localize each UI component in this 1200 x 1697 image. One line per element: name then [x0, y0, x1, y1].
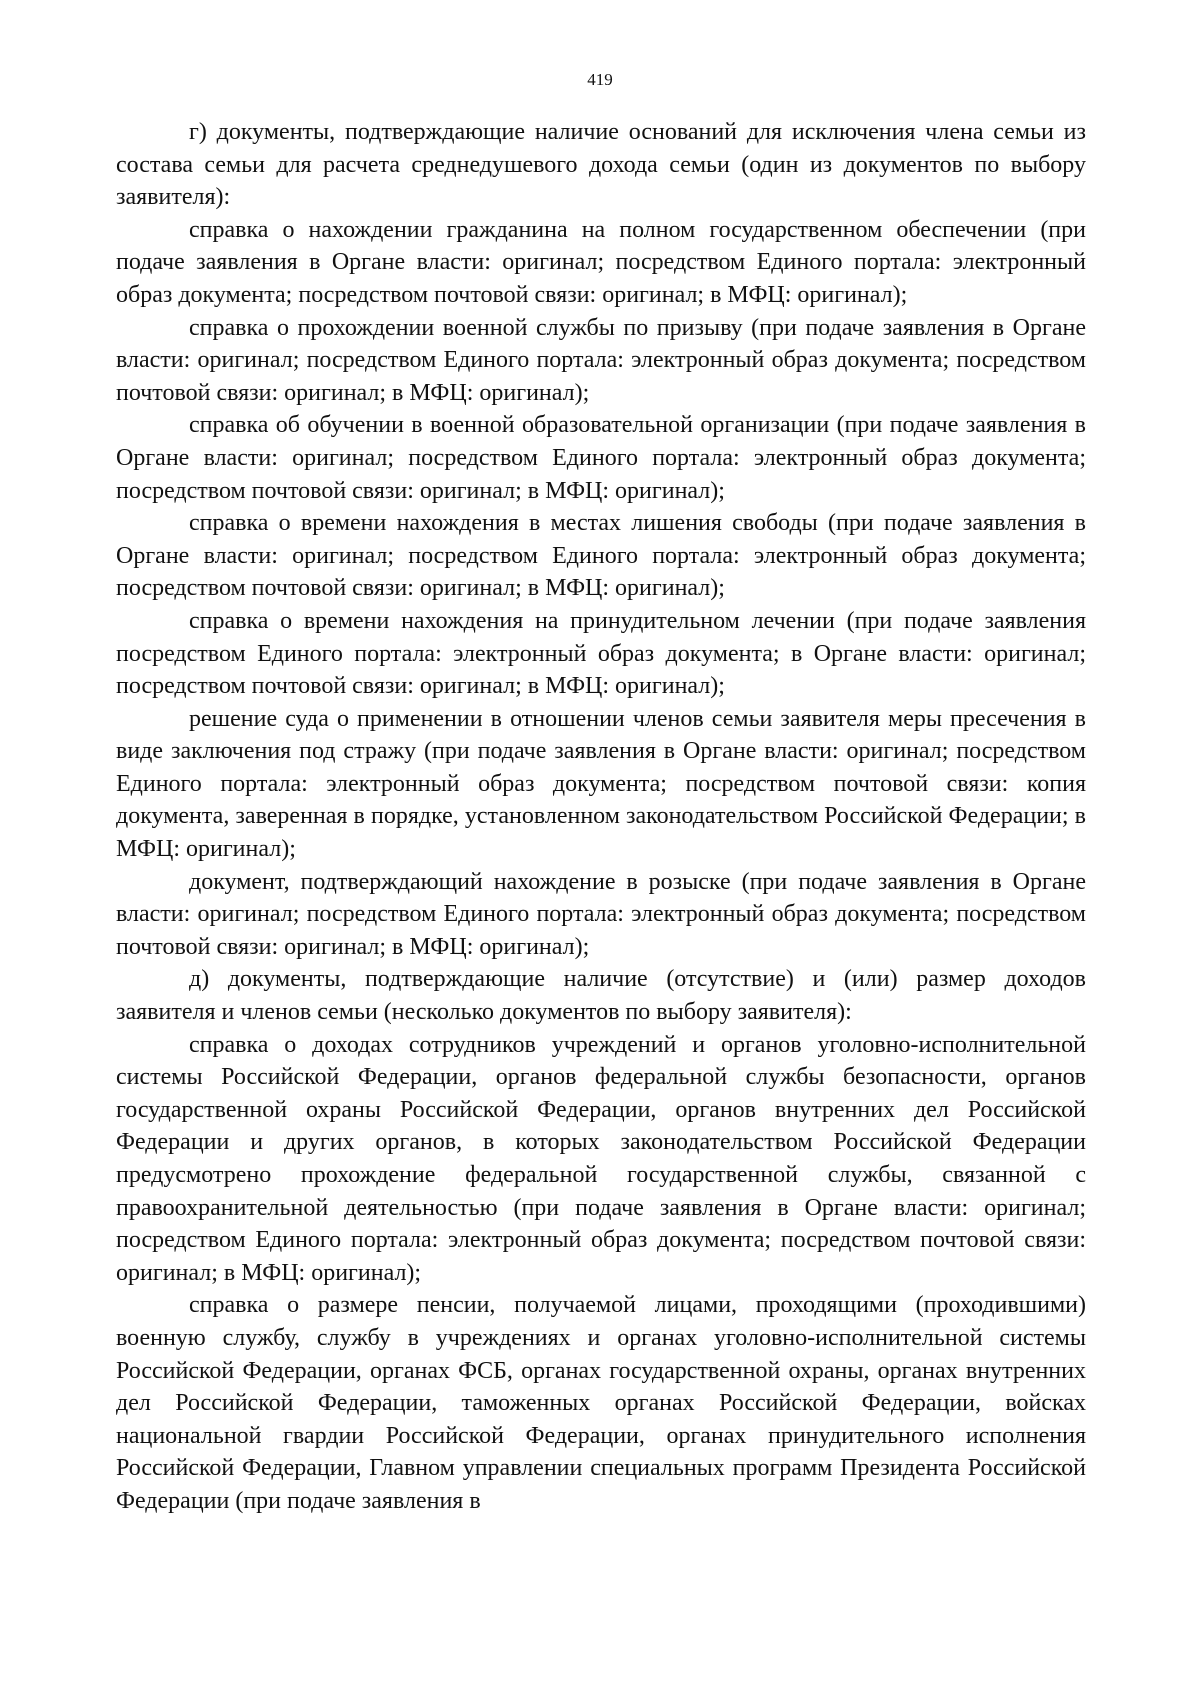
paragraph: г) документы, подтверждающие наличие оснований для исключения члена семьи из состава семьи для расчета среднедушевого дохода семьи (один из документов по выбору заявителя): — [116, 119, 1086, 211]
document-body — [116, 116, 1086, 1518]
paragraph: справка о времени нахождения в местах лишения свободы (при подаче заявления в Органе власти: оригинал; посредством Единого портала: электронный образ документа; посредством почтовой связи: оригинал; в МФЦ: оригинал); — [116, 510, 1086, 602]
paragraph: справка о времени нахождения на принудительном лечении (при подаче заявления посредством Единого портала: электронный образ документа; в Органе власти: оригинал; посредством почтовой связи: оригинал; в МФЦ: оригинал); — [116, 607, 1086, 700]
paragraph: документ, подтверждающий нахождение в розыске (при подаче заявления в Органе власти: оригинал; посредством Единого портала: электронный образ документа; посредством почтовой связи: оригинал; в МФЦ: оригинал); — [116, 868, 1086, 960]
paragraph: справка о нахождении гражданина на полном государственном обеспечении (при подаче заявления в Органе власти: оригинал; посредством Единого портала: электронный образ документа; посредством почтовой связи: оригинал; в МФЦ: оригинал); — [116, 216, 1086, 308]
paragraph: решение суда о применении в отношении членов семьи заявителя меры пресечения в виде заключения под стражу (при подаче заявления в Органе власти: оригинал; посредством Единого портала: электронный образ документа; посредством почтовой связи: копия документа, заверенная в порядке, установленном законодательством Российской Федерации; в МФЦ: оригинал); — [116, 705, 1086, 863]
paragraph: д) документы, подтверждающие наличие (отсутствие) и (или) размер доходов заявителя и членов семьи (несколько документов по выбору заявителя): — [116, 966, 1086, 1026]
paragraph: справка об обучении в военной образовательной организации (при подаче заявления в Органе власти: оригинал; посредством Единого портала: электронный образ документа; посредством почтовой связи: оригинал; в МФЦ: оригинал); — [116, 412, 1086, 504]
paragraph: справка о доходах сотрудников учреждений и органов уголовно-исполнительной системы Российской Федерации, органов федеральной службы безопасности, органов государственной охраны Российской Федерации, органов внутренних дел Российской Федерации и других органов, в которых законодательством Российской Федерации предусмотрено прохождение федеральной государственной службы, связанной с правоохранительной деятельностью (при подаче заявления в Органе власти: оригинал; посредством Единого портала: электронный образ документа; посредством почтовой связи: оригинал; в МФЦ: оригинал); — [116, 1031, 1086, 1286]
page-number: 419 — [587, 70, 613, 89]
paragraph: справка о размере пенсии, получаемой лицами, проходящими (проходившими) военную службу, службу в учреждениях и органах уголовно-исполнительной системы Российской Федерации, органах ФСБ, органах государственной охраны, органах внутренних дел Российской Федерации, таможенных органах Российской Федерации, войсках национальной гвардии Российской Федерации, органах принудительного исполнения Российской Федерации, Главном управлении специальных программ Президента Российской Федерации (при подаче заявления в — [116, 1292, 1086, 1514]
paragraph: справка о прохождении военной службы по призыву (при подаче заявления в Органе власти: оригинал; посредством Единого портала: электронный образ документа; посредством почтовой связи: оригинал; в МФЦ: оригинал); — [116, 314, 1086, 406]
